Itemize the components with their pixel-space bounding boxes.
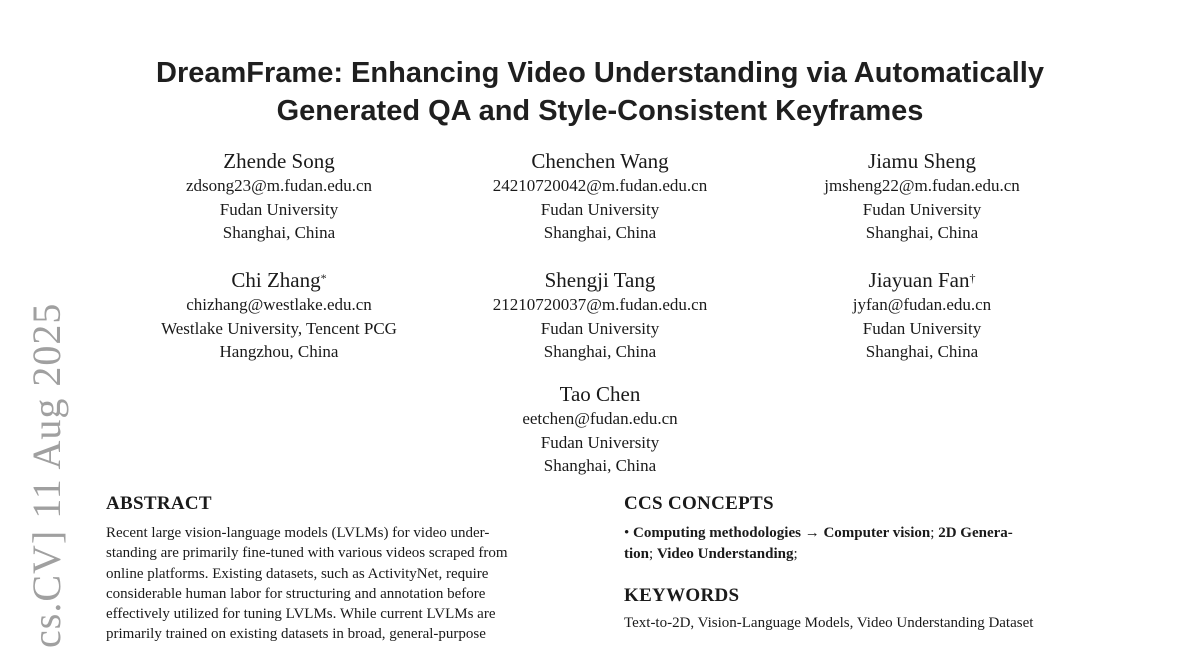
ccs-concept-2d-part1: 2D Genera-	[938, 525, 1013, 541]
ccs-concepts-heading: CCS CONCEPTS	[624, 493, 774, 514]
ccs-concept-video: Video Understanding	[656, 545, 794, 562]
author-block-jiamu-sheng	[742, 148, 1102, 245]
author-affiliation: Fudan University	[540, 432, 660, 452]
author-location: Shanghai, China	[222, 223, 336, 242]
abstract-heading: ABSTRACT	[106, 493, 212, 514]
author-block-zhende-song	[99, 148, 459, 245]
ccs-line-1: • Computing methodologies → Computer vision; 2D Genera-	[624, 525, 1013, 541]
author-name: Shengji Tang	[544, 268, 656, 292]
ccs-line-2: tion; Video Understanding;	[624, 545, 798, 562]
author-location: Hangzhou, China	[219, 342, 339, 361]
author-email: eetchen@fudan.edu.cn	[522, 409, 678, 428]
author-location: Shanghai, China	[543, 456, 657, 475]
author-block-shengji-tang	[420, 267, 780, 364]
ccs-concept-vision: Computer vision	[823, 525, 931, 541]
author-email: chizhang@westlake.edu.cn	[186, 295, 372, 314]
author-email: 24210720042@m.fudan.edu.cn	[492, 176, 708, 195]
author-mark: †	[969, 271, 976, 285]
author-name: Chi Zhang*	[231, 268, 327, 292]
author-location: Shanghai, China	[543, 342, 657, 361]
author-affiliation: Fudan University	[219, 199, 339, 219]
author-email: 21210720037@m.fudan.edu.cn	[492, 295, 708, 314]
author-affiliation: Fudan University	[862, 318, 982, 338]
author-name: Tao Chen	[559, 382, 641, 406]
author-block-jiayuan-fan	[742, 267, 1102, 364]
paper-title-line-1: DreamFrame: Enhancing Video Understanding via Automatically	[156, 57, 1044, 89]
author-affiliation: Fudan University	[540, 318, 660, 338]
author-block-chenchen-wang	[420, 148, 780, 245]
author-name: Zhende Song	[223, 149, 335, 173]
author-affiliation: Fudan University	[540, 199, 660, 219]
abstract-line: online platforms. Existing datasets, such as ActivityNet, require	[106, 565, 489, 582]
author-block-tao-chen	[420, 381, 780, 478]
paper-title	[0, 54, 1200, 130]
abstract-line: primarily trained on existing datasets in broad, general-purpose	[106, 626, 486, 643]
arxiv-side-stamp: cs.CV] 11 Aug 2025	[24, 302, 69, 648]
abstract-line: Recent large vision-language models (LVLMs) for video under-	[106, 525, 490, 541]
author-email: jyfan@fudan.edu.cn	[852, 295, 992, 314]
ccs-concept-main: Computing methodologies	[633, 525, 801, 541]
author-mark: *	[320, 271, 327, 285]
author-location: Shanghai, China	[865, 342, 979, 361]
ccs-bullet: •	[624, 525, 630, 541]
ccs-arrow: →	[804, 525, 820, 541]
abstract-line: considerable human labor for structuring and annotation before	[106, 585, 486, 602]
author-affiliation: Westlake University, Tencent PCG	[161, 318, 397, 338]
author-location: Shanghai, China	[865, 223, 979, 242]
abstract-body	[106, 523, 578, 645]
paper-title-line-2: Generated QA and Style-Consistent Keyframes	[276, 95, 924, 127]
author-email: jmsheng22@m.fudan.edu.cn	[824, 176, 1020, 195]
ccs-concept-2d-part2: tion	[624, 545, 650, 562]
author-location: Shanghai, China	[543, 223, 657, 242]
author-email: zdsong23@m.fudan.edu.cn	[185, 176, 373, 195]
abstract-line: standing are primarily fine-tuned with various videos scraped from	[106, 545, 508, 562]
author-name: Chenchen Wang	[531, 149, 669, 173]
keywords-heading: KEYWORDS	[624, 585, 740, 606]
author-affiliation: Fudan University	[862, 199, 982, 219]
author-name: Jiayuan Fan†	[868, 268, 976, 292]
keywords-text: Text-to-2D, Vision-Language Models, Video Understanding Dataset	[624, 615, 1034, 631]
author-block-chi-zhang	[99, 267, 459, 364]
ccs-concepts-body	[624, 523, 1104, 564]
abstract-line: effectively utilized for tuning LVLMs. While current LVLMs are	[106, 606, 496, 623]
author-name: Jiamu Sheng	[868, 149, 976, 173]
